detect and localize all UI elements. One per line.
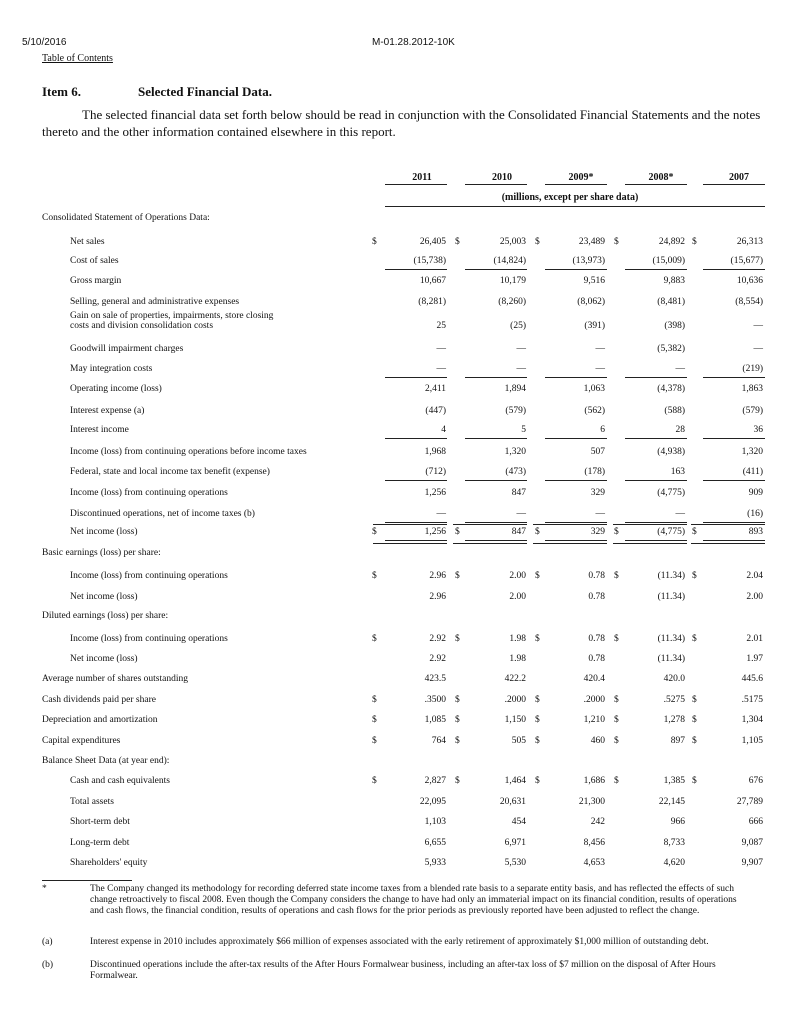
dollar-sign: $ (455, 776, 460, 786)
table-cell: 21,300 (578, 797, 605, 807)
dollar-sign: $ (535, 237, 540, 247)
cell-underline (545, 377, 607, 378)
table-cell: 22,095 (419, 797, 446, 807)
cell-underline (545, 540, 607, 541)
cell-underline (625, 377, 687, 378)
table-cell: (4,378) (657, 384, 685, 394)
table-cell: (11.34) (657, 634, 685, 644)
row-label: Basic earnings (loss) per share: (42, 548, 161, 558)
table-cell: 5,530 (504, 858, 526, 868)
row-label: Net income (loss) (70, 527, 138, 537)
dollar-sign: $ (372, 634, 377, 644)
cell-underline (545, 522, 607, 523)
dollar-sign: $ (535, 736, 540, 746)
row-label: Federal, state and local income tax benefit (expense) (70, 467, 270, 477)
table-cell: 27,789 (736, 797, 763, 807)
cell-top-rule (613, 524, 687, 525)
footnote-mark: (b) (42, 960, 54, 970)
table-cell: .5175 (741, 695, 763, 705)
table-cell: 242 (590, 817, 605, 827)
table-cell: 1,105 (741, 736, 763, 746)
table-cell: (8,554) (735, 297, 763, 307)
table-cell: .5275 (663, 695, 685, 705)
table-cell: 676 (748, 776, 763, 786)
table-cell: — (595, 509, 605, 519)
dollar-sign: $ (372, 736, 377, 746)
table-cell: 966 (670, 817, 685, 827)
dollar-sign: $ (614, 695, 619, 705)
table-cell: — (516, 344, 526, 354)
dollar-sign: $ (614, 237, 619, 247)
cell-underline (465, 522, 527, 523)
dollar-sign: $ (455, 715, 460, 725)
table-cell: 9,907 (741, 858, 763, 868)
units-underline (385, 206, 765, 207)
table-cell: 36 (753, 425, 763, 435)
footnote-rule (42, 880, 132, 881)
table-cell: — (436, 509, 446, 519)
table-cell: (579) (742, 406, 763, 416)
table-cell: 23,489 (578, 237, 605, 247)
cell-underline (385, 540, 447, 541)
table-cell: 10,636 (736, 276, 763, 286)
cell-double-underline (453, 543, 527, 544)
table-cell: 1,968 (424, 447, 446, 457)
cell-double-underline (533, 543, 607, 544)
cell-underline (625, 438, 687, 439)
table-cell: .2000 (504, 695, 526, 705)
table-cell: — (436, 344, 446, 354)
dollar-sign: $ (692, 736, 697, 746)
table-cell: (15,738) (413, 256, 446, 266)
table-cell: — (595, 364, 605, 374)
table-cell: (398) (664, 321, 685, 331)
table-cell: 1,278 (663, 715, 685, 725)
cell-top-rule (691, 524, 765, 525)
table-cell: (5,382) (657, 344, 685, 354)
table-cell: (25) (510, 321, 526, 331)
dollar-sign: $ (455, 695, 460, 705)
table-cell: 1,256 (424, 488, 446, 498)
table-cell: 2.92 (429, 634, 446, 644)
row-label: Gain on sale of properties, impairments, store closing (70, 311, 274, 321)
table-cell: 28 (675, 425, 685, 435)
table-cell: (8,260) (498, 297, 526, 307)
table-cell: 8,733 (663, 838, 685, 848)
table-cell: 666 (748, 817, 763, 827)
table-cell: 26,313 (736, 237, 763, 247)
cell-underline (703, 540, 765, 541)
footnote-mark: * (42, 884, 47, 894)
footnote-mark: (a) (42, 937, 53, 947)
table-cell: 2.96 (429, 571, 446, 581)
table-cell: 454 (511, 817, 526, 827)
table-cell: 460 (590, 736, 605, 746)
cell-underline (465, 269, 527, 270)
table-cell: 0.78 (588, 592, 605, 602)
table-cell: (447) (425, 406, 446, 416)
cell-underline (703, 377, 765, 378)
table-cell: — (753, 321, 763, 331)
table-cell: 22,145 (658, 797, 685, 807)
cell-double-underline (691, 543, 765, 544)
year-header-0: 2011 (412, 172, 432, 183)
table-cell: (579) (505, 406, 526, 416)
row-label: Income (loss) from continuing operations before income taxes (70, 447, 307, 457)
cell-underline (545, 480, 607, 481)
table-cell: 0.78 (588, 571, 605, 581)
table-cell: 1,063 (583, 384, 605, 394)
cell-underline (625, 480, 687, 481)
table-cell: 8,456 (583, 838, 605, 848)
row-label: Discontinued operations, net of income taxes (b) (70, 509, 255, 519)
table-cell: 1,150 (504, 715, 526, 725)
row-label: Operating income (loss) (70, 384, 162, 394)
dollar-sign: $ (535, 571, 540, 581)
table-cell: — (595, 344, 605, 354)
year-header-underline (465, 184, 527, 185)
table-cell: 4,653 (583, 858, 605, 868)
table-cell: 893 (748, 527, 763, 537)
table-cell: — (675, 509, 685, 519)
table-cell: (15,009) (652, 256, 685, 266)
dollar-sign: $ (692, 527, 697, 537)
row-label: Consolidated Statement of Operations Data: (42, 213, 210, 223)
table-cell: 2.00 (509, 592, 526, 602)
table-cell: 505 (511, 736, 526, 746)
year-header-4: 2007 (729, 172, 749, 183)
row-label: Diluted earnings (loss) per share: (42, 611, 169, 621)
table-cell: 1,464 (504, 776, 526, 786)
table-cell: — (753, 344, 763, 354)
table-cell: 422.2 (504, 674, 526, 684)
table-cell: 445.6 (741, 674, 763, 684)
cell-underline (385, 480, 447, 481)
table-cell: 25,003 (499, 237, 526, 247)
year-header-underline (385, 184, 447, 185)
table-cell: 5 (521, 425, 526, 435)
table-cell: 6 (600, 425, 605, 435)
dollar-sign: $ (372, 527, 377, 537)
dollar-sign: $ (614, 571, 619, 581)
table-cell: — (675, 364, 685, 374)
table-cell: 1,103 (424, 817, 446, 827)
document-id: M-01.28.2012-10K (372, 37, 455, 48)
table-cell: (562) (584, 406, 605, 416)
table-cell: 20,631 (499, 797, 526, 807)
table-cell: 2,827 (424, 776, 446, 786)
table-cell: 1.97 (746, 654, 763, 664)
table-cell: 329 (590, 527, 605, 537)
cell-double-underline (373, 543, 447, 544)
cell-underline (385, 522, 447, 523)
table-cell: 9,087 (741, 838, 763, 848)
row-label: Average number of shares outstanding (42, 674, 188, 684)
dollar-sign: $ (614, 715, 619, 725)
dollar-sign: $ (692, 715, 697, 725)
table-cell: (11.34) (657, 654, 685, 664)
table-cell: 2.96 (429, 592, 446, 602)
table-cell: 2.00 (509, 571, 526, 581)
dollar-sign: $ (692, 695, 697, 705)
table-cell: 25 (436, 321, 446, 331)
cell-underline (703, 480, 765, 481)
row-label: Short-term debt (70, 817, 130, 827)
cell-underline (465, 540, 527, 541)
footnote-text: Interest expense in 2010 includes approximately $66 million of expenses associated with the early retirement of approximately $1,000 million of outstanding debt. (90, 937, 709, 947)
dollar-sign: $ (535, 715, 540, 725)
table-cell: 163 (670, 467, 685, 477)
cell-underline (465, 480, 527, 481)
table-cell: 329 (590, 488, 605, 498)
table-cell: .3500 (424, 695, 446, 705)
table-cell: 4 (441, 425, 446, 435)
table-cell: 6,971 (504, 838, 526, 848)
cell-underline (625, 269, 687, 270)
row-label: Net income (loss) (70, 654, 138, 664)
row-label: Capital expenditures (42, 736, 121, 746)
row-label: Cash and cash equivalents (70, 776, 170, 786)
row-label: May integration costs (70, 364, 153, 374)
table-cell: 10,179 (499, 276, 526, 286)
cell-underline (385, 438, 447, 439)
cell-underline (385, 269, 447, 270)
year-header-1: 2010 (492, 172, 512, 183)
year-header-underline (625, 184, 687, 185)
dollar-sign: $ (692, 634, 697, 644)
table-cell: 2,411 (424, 384, 446, 394)
table-cell: 1,304 (741, 715, 763, 725)
table-cell: 423.5 (424, 674, 446, 684)
cell-underline (385, 377, 447, 378)
table-cell: (8,062) (577, 297, 605, 307)
row-label: Cost of sales (70, 256, 119, 266)
dollar-sign: $ (455, 736, 460, 746)
table-cell: (8,481) (657, 297, 685, 307)
dollar-sign: $ (455, 237, 460, 247)
cell-double-underline (613, 543, 687, 544)
row-label: Income (loss) from continuing operations (70, 571, 228, 581)
table-cell: 4,620 (663, 858, 685, 868)
table-cell: 420.4 (583, 674, 605, 684)
footnote-text: The Company changed its methodology for recording deferred state income taxes from a blended rate basis to a separate entity basis, and has reflected the effects of such change retroactively to fiscal 2008. Even though the Company considers the change to have had only an immaterial impact on its financial condition, results of operations and cash flows, the financial condition, results of operations and cash flows for the prior periods as previously reported have been adjusted to reflect the change. (90, 884, 737, 916)
table-cell: (391) (584, 321, 605, 331)
dollar-sign: $ (614, 527, 619, 537)
row-label: Income (loss) from continuing operations (70, 488, 228, 498)
table-cell: — (436, 364, 446, 374)
table-cell: (4,775) (657, 527, 685, 537)
row-label: Gross margin (70, 276, 122, 286)
table-cell: 2.92 (429, 654, 446, 664)
table-cell: 2.01 (746, 634, 763, 644)
row-label: Interest expense (a) (70, 406, 145, 416)
cell-underline (465, 438, 527, 439)
table-cell: 1,320 (741, 447, 763, 457)
table-cell: 1,085 (424, 715, 446, 725)
table-cell: (473) (505, 467, 526, 477)
table-cell: 0.78 (588, 634, 605, 644)
table-cell: 1,256 (424, 527, 446, 537)
table-cell: — (516, 364, 526, 374)
table-cell: 1.98 (509, 634, 526, 644)
table-cell: (16) (747, 509, 763, 519)
dollar-sign: $ (455, 571, 460, 581)
table-cell: 1,320 (504, 447, 526, 457)
row-label: Shareholders' equity (70, 858, 148, 868)
table-cell: (411) (742, 467, 763, 477)
row-label: Total assets (70, 797, 114, 807)
row-label: Interest income (70, 425, 129, 435)
cell-underline (545, 438, 607, 439)
dollar-sign: $ (614, 776, 619, 786)
table-cell: 9,883 (663, 276, 685, 286)
cell-underline (703, 269, 765, 270)
cell-top-rule (453, 524, 527, 525)
cell-underline (465, 377, 527, 378)
year-header-underline (703, 184, 765, 185)
table-cell: (8,281) (418, 297, 446, 307)
dollar-sign: $ (455, 527, 460, 537)
dollar-sign: $ (372, 571, 377, 581)
table-cell: .2000 (583, 695, 605, 705)
dollar-sign: $ (535, 634, 540, 644)
table-of-contents-link[interactable]: Table of Contents (42, 53, 113, 64)
units-caption: (millions, except per share data) (501, 192, 639, 203)
cell-top-rule (533, 524, 607, 525)
table-cell: (178) (584, 467, 605, 477)
dollar-sign: $ (455, 634, 460, 644)
row-label: Net sales (70, 237, 105, 247)
dollar-sign: $ (372, 776, 377, 786)
table-cell: 909 (748, 488, 763, 498)
year-header-2: 2009* (568, 172, 594, 183)
row-label: Income (loss) from continuing operations (70, 634, 228, 644)
dollar-sign: $ (614, 736, 619, 746)
table-cell: 897 (670, 736, 685, 746)
row-label: Depreciation and amortization (42, 715, 158, 725)
table-cell: (219) (742, 364, 763, 374)
dollar-sign: $ (535, 695, 540, 705)
year-header-underline (545, 184, 607, 185)
row-label: Goodwill impairment charges (70, 344, 184, 354)
table-cell: 847 (511, 488, 526, 498)
row-label: Selling, general and administrative expenses (70, 297, 240, 307)
table-cell: 0.78 (588, 654, 605, 664)
cell-underline (703, 522, 765, 523)
table-cell: 847 (511, 527, 526, 537)
row-label: Cash dividends paid per share (42, 695, 156, 705)
row-label: Long-term debt (70, 838, 130, 848)
dollar-sign: $ (692, 237, 697, 247)
table-cell: 9,516 (583, 276, 605, 286)
cell-top-rule (373, 524, 447, 525)
table-cell: (14,824) (493, 256, 526, 266)
dollar-sign: $ (692, 571, 697, 581)
table-cell: 764 (431, 736, 446, 746)
row-label: Balance Sheet Data (at year end): (42, 756, 170, 766)
table-cell: 1,686 (583, 776, 605, 786)
cell-underline (625, 522, 687, 523)
table-cell: 24,892 (658, 237, 685, 247)
row-label-continued: costs and division consolidation costs (70, 321, 214, 331)
print-date: 5/10/2016 (22, 37, 67, 48)
table-cell: (4,775) (657, 488, 685, 498)
cell-underline (703, 438, 765, 439)
table-cell: 26,405 (419, 237, 446, 247)
table-cell: 1,385 (663, 776, 685, 786)
item-title: Selected Financial Data. (138, 84, 272, 99)
table-cell: (4,938) (657, 447, 685, 457)
dollar-sign: $ (614, 634, 619, 644)
intro-paragraph: The selected financial data set forth below should be read in conjunction with the Consolidated Financial Statements and the notes thereto and the other information contained elsewhere in this report. (42, 107, 761, 139)
table-cell: (13,973) (572, 256, 605, 266)
cell-underline (625, 540, 687, 541)
table-cell: 420.0 (663, 674, 685, 684)
year-header-3: 2008* (648, 172, 674, 183)
table-cell: — (516, 509, 526, 519)
item-number: Item 6. (42, 84, 81, 99)
dollar-sign: $ (692, 776, 697, 786)
table-cell: 5,933 (424, 858, 446, 868)
dollar-sign: $ (535, 776, 540, 786)
table-cell: 1.98 (509, 654, 526, 664)
dollar-sign: $ (535, 527, 540, 537)
dollar-sign: $ (372, 237, 377, 247)
table-cell: 10,667 (419, 276, 446, 286)
cell-underline (545, 269, 607, 270)
table-cell: 1,894 (504, 384, 526, 394)
table-cell: 2.00 (746, 592, 763, 602)
dollar-sign: $ (372, 695, 377, 705)
table-cell: (11.34) (657, 571, 685, 581)
table-cell: (11.34) (657, 592, 685, 602)
table-cell: 1,210 (583, 715, 605, 725)
table-cell: (712) (425, 467, 446, 477)
table-cell: (15,677) (730, 256, 763, 266)
table-cell: (588) (664, 406, 685, 416)
table-cell: 2.04 (746, 571, 763, 581)
table-cell: 6,655 (424, 838, 446, 848)
dollar-sign: $ (372, 715, 377, 725)
footnote-text: Discontinued operations include the after-tax results of the After Hours Formalwear business, including an after-tax loss of $7 million on the disposal of After Hours Formalwear. (90, 960, 716, 981)
table-cell: 507 (590, 447, 605, 457)
table-cell: 1,863 (741, 384, 763, 394)
row-label: Net income (loss) (70, 592, 138, 602)
